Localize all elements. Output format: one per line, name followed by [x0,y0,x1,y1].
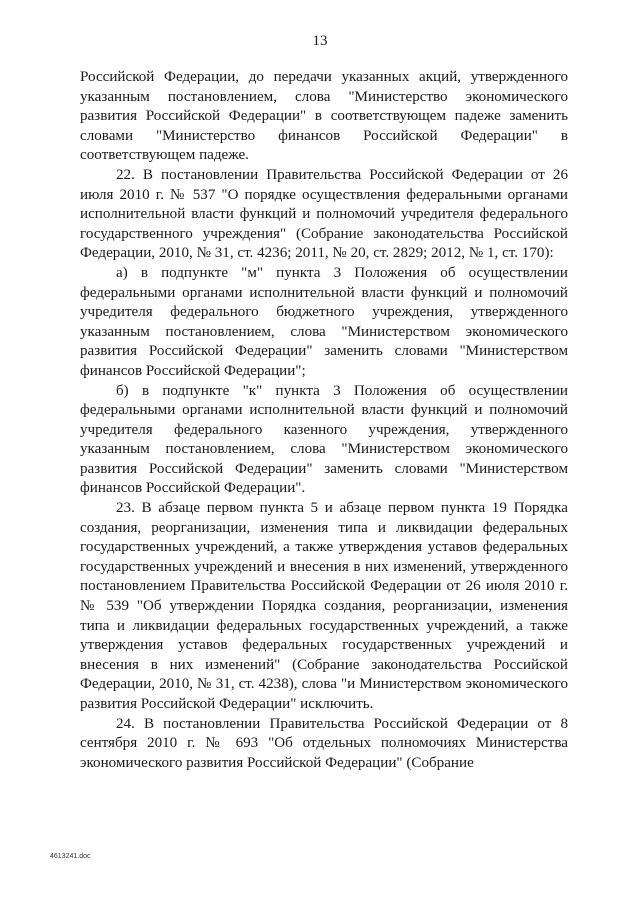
paragraph-subitem-a: а) в подпункте "м" пункта 3 Положения об осуществлении федеральными органами исполнительной власти функций и полномочий учредителя федерального бюджетного учреждения, утвержденного указанным постановлением, слова "Министерством экономического развития Российской Федерации" заменить словами "Министерством финансов Российской Федерации"; [80,264,568,379]
paragraph-continuation: Российской Федерации, до передачи указанных акций, утвержденного указанным постановлением, слова "Министерство экономического развития Российской Федерации" в соответствующем падеже заменить словами "Министерство финансов Российской Федерации" в соответствующем падеже. [80,69,568,164]
paragraph-item-23: 23. В абзаце первом пункта 5 и абзаце первом пункта 19 Порядка создания, реорганизации, изменения типа и ликвидации федеральных государственных учреждений, а также утверждения уставов федеральных государственных учреждений и внесения в них изменений, утвержденного постановлением Правительства Российской Федерации от 26 июля 2010 г. № 539 "Об утверждении Порядка создания, реорганизации, изменения типа и ликвидации федеральных государственных учреждений, а также утверждения уставов федеральных государственных учреждений и внесения в них изменений" (Собрание законодательства Российской Федерации, 2010, № 31, ст. 4238), слова "и Министерством экономического развития Российской Федерации" исключить. [80,500,568,712]
paragraph-item-22: 22. В постановлении Правительства Российской Федерации от 26 июля 2010 г. № 537 "О порядке осуществления федеральными органами исполнительной власти функций и полномочий учредителя федерального государственного учреждения" (Собрание законодательства Российской Федерации, 2010, № 31, ст. 4236; 2011, № 20, ст. 2829; 2012, № 1, ст. 170): [80,166,568,262]
file-name-footer: 4613241.doc [50,853,91,860]
paragraph-item-24: 24. В постановлении Правительства Российской Федерации от 8 сентября 2010 г. № 693 "Об отдельных полномочиях Министерства экономического развития Российской Федерации" (Собрание [80,715,568,771]
paragraph-subitem-b: б) в подпункте "к" пункта 3 Положения об осуществлении федеральными органами исполнительной власти функций и полномочий учредителя федерального казенного учреждения, утвержденного указанным постановлением, слова "Министерством экономического развития Российской Федерации" заменить словами "Министерством финансов Российской Федерации". [80,382,568,497]
page-number: 13 [312,33,328,49]
document-body [80,68,568,773]
